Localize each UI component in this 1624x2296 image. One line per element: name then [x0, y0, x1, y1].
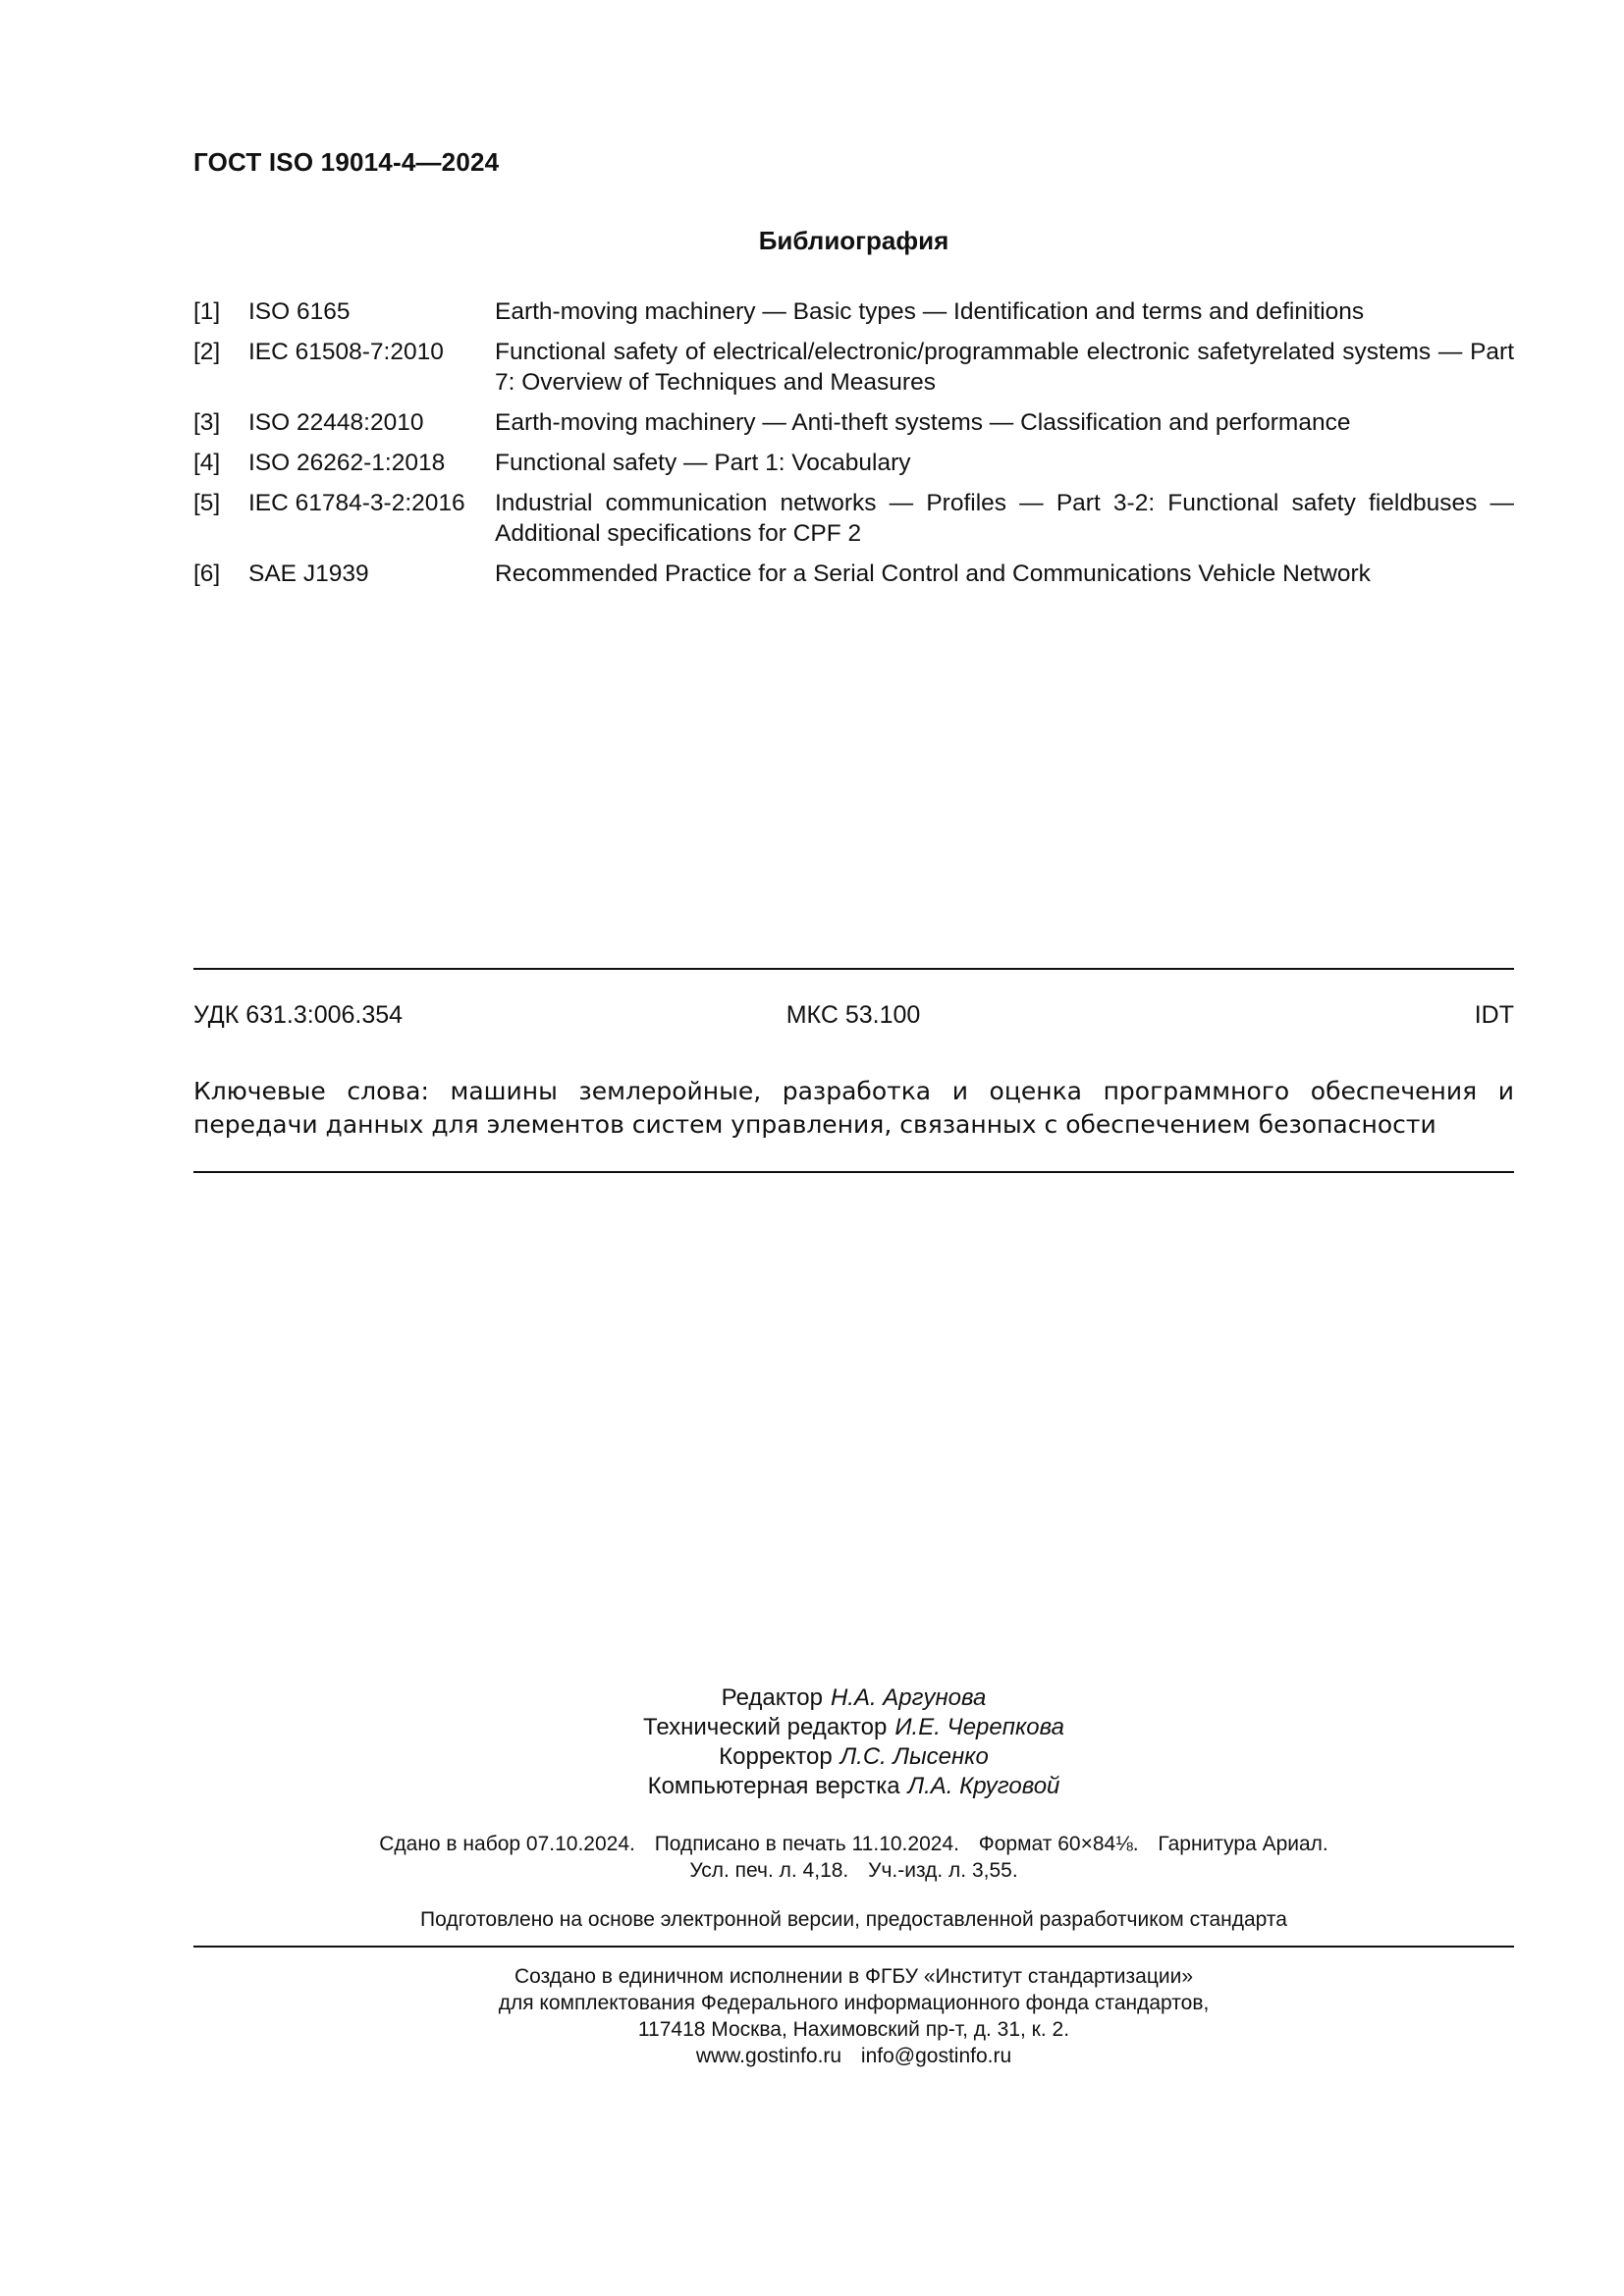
bibliography-title: Библиография [758, 226, 949, 255]
website-link[interactable]: www.gostinfo.ru [695, 2045, 842, 2067]
bibliography-item-number: [5] [193, 490, 221, 516]
divider-top [193, 968, 1514, 970]
bibliography-item-number: [6] [193, 561, 221, 587]
footer-line: 117418 Москва, Нахимовский пр-т, д. 31, к. 2. [637, 2018, 1070, 2041]
divider-middle [193, 1171, 1514, 1173]
bibliography-item-text: Industrial communication networks — Profiles — Part 3-2: Functional safety fieldbuses — Additional specifications for CPF 2 [495, 490, 1514, 547]
print-sheets: Усл. печ. л. 4,18. [689, 1859, 849, 1882]
document-code: ГОСТ ISO 19014-4—2024 [193, 147, 500, 177]
udc-code: УДК 631.3:006.354 [193, 1001, 404, 1029]
publisher-footer [193, 1963, 1514, 2069]
credit-role: Технический редактор [643, 1714, 888, 1740]
divider-bottom [193, 1946, 1514, 1948]
classification-line [193, 1001, 1514, 1030]
typeface: Гарнитура Ариал. [1158, 1833, 1328, 1855]
bibliography-item-code: ISO 22448:2010 [248, 409, 424, 436]
submitted-date: Сдано в набор 07.10.2024. [379, 1833, 635, 1855]
signed-date: Подписано в печать 11.10.2024. [654, 1833, 959, 1855]
bibliography-item [193, 448, 1514, 478]
credit-name: Л.А. Круговой [907, 1773, 1060, 1799]
print-info-line [193, 1857, 1514, 1884]
footer-line: Создано в единичном исполнении в ФГБУ «Институт стандартизации» [514, 1965, 1194, 1988]
footer-links [193, 2043, 1514, 2069]
credit-name: Н.А. Аргунова [830, 1684, 987, 1711]
bibliography-item-code: SAE J1939 [248, 561, 369, 587]
bibliography-item-code: ISO 26262-1:2018 [248, 450, 446, 476]
credit-name: Л.С. Лысенко [839, 1743, 989, 1770]
mks-code: МКС 53.100 [785, 1001, 921, 1029]
credit-line [193, 1772, 1514, 1801]
keywords: Ключевые слова: машины землеройные, разработка и оценка программного обеспечения и передачи данных для элементов систем управления, связанных с обеспечением безопасности [193, 1077, 1514, 1139]
bibliography-item [193, 559, 1514, 589]
bibliography-item-text: Functional safety of electrical/electronic/programmable electronic safetyrelated systems — Part 7: Overview of Techniques and Measures [495, 339, 1514, 396]
idt-mark: IDT [1474, 1001, 1514, 1029]
credit-line [193, 1713, 1514, 1742]
bibliography-item-text: Earth-moving machinery — Anti-theft systems — Classification and performance [495, 409, 1351, 436]
credits-block [193, 1683, 1514, 1801]
email-link[interactable]: info@gostinfo.ru [860, 2045, 1012, 2067]
print-info [193, 1831, 1514, 1884]
bibliography-item-text: Recommended Practice for a Serial Control and Communications Vehicle Network [495, 561, 1371, 587]
paper-format: Формат 60×84⅛. [978, 1833, 1139, 1855]
bibliography-item [193, 337, 1514, 398]
bibliography-item-number: [4] [193, 450, 221, 476]
footer-line: для комплектования Федерального информационного фонда стандартов, [498, 1992, 1210, 2014]
bibliography-list [193, 296, 1514, 599]
credit-role: Корректор [719, 1743, 833, 1770]
bibliography-item [193, 296, 1514, 327]
edit-sheets: Уч.-изд. л. 3,55. [868, 1859, 1018, 1882]
prepared-note: Подготовлено на основе электронной версии, предоставленной разработчиком стандарта [420, 1908, 1287, 1931]
bibliography-item-number: [1] [193, 298, 221, 325]
bibliography-item-number: [3] [193, 409, 221, 436]
bibliography-item-number: [2] [193, 339, 221, 365]
bibliography-item-code: IEC 61508-7:2010 [248, 339, 444, 365]
bibliography-item-code: ISO 6165 [248, 298, 351, 325]
bibliography-item [193, 488, 1514, 549]
credit-name: И.Е. Черепкова [894, 1714, 1064, 1740]
bibliography-item-code: IEC 61784-3-2:2016 [248, 490, 465, 516]
credit-role: Компьютерная верстка [647, 1773, 900, 1799]
bibliography-item-text: Functional safety — Part 1: Vocabulary [495, 450, 911, 476]
credit-line [193, 1683, 1514, 1713]
credit-role: Редактор [721, 1684, 823, 1711]
bibliography-item [193, 407, 1514, 438]
print-info-line [193, 1831, 1514, 1857]
bibliography-item-text: Earth-moving machinery — Basic types — Identification and terms and definitions [495, 298, 1365, 325]
credit-line [193, 1742, 1514, 1772]
